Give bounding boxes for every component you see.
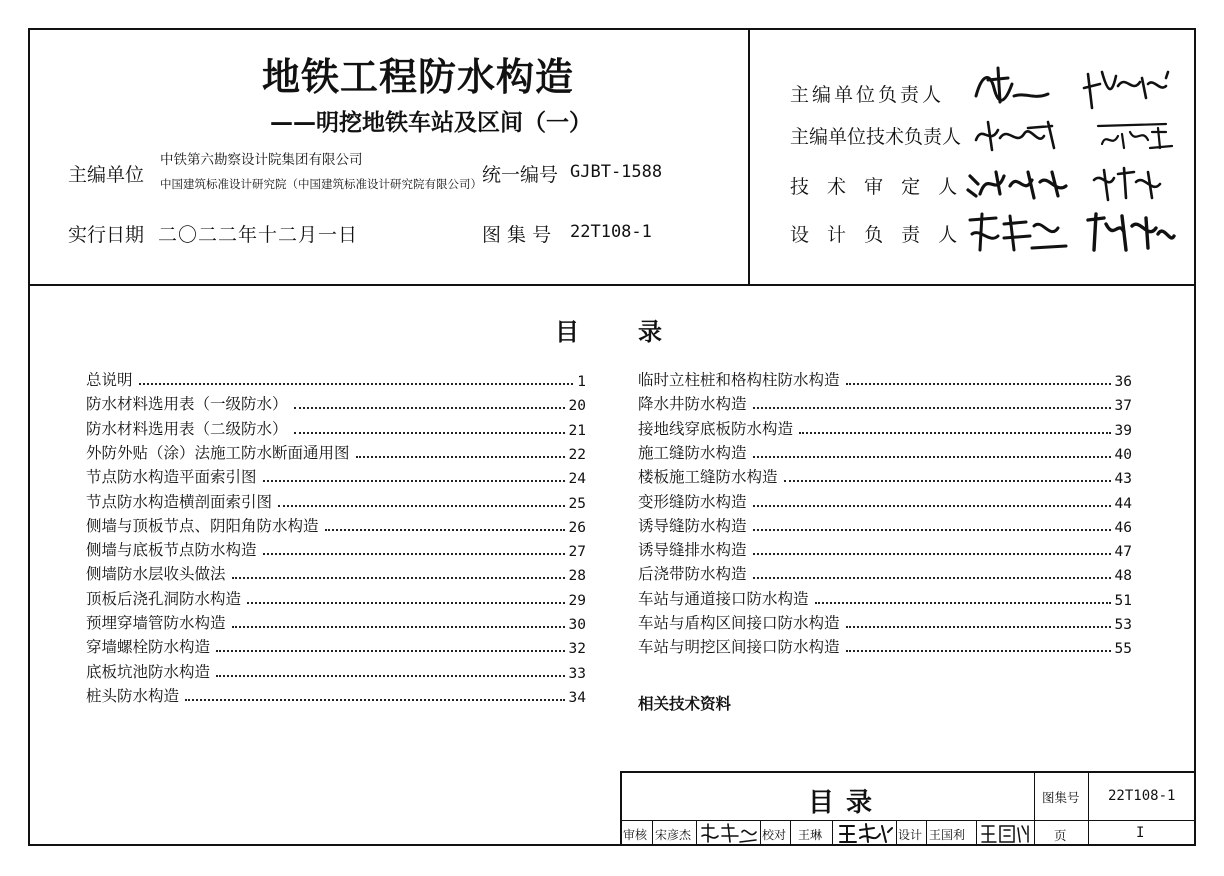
toc-leader-dots <box>356 456 565 458</box>
toc-leader-dots <box>815 602 1111 604</box>
role-chief-unit: 主编单位负责人 <box>790 84 945 106</box>
toc-entry-page: 48 <box>1114 568 1132 585</box>
toc-leader-dots <box>216 650 565 652</box>
serial-label: 统一编号 <box>482 164 559 186</box>
toc-entry <box>86 560 586 584</box>
toc-leader-dots <box>784 480 1111 482</box>
sign-cell-line <box>760 820 761 846</box>
toc-entry-page: 37 <box>1114 398 1132 415</box>
toc-entry-page: 20 <box>568 398 586 415</box>
toc-entry-title: 楼板施工缝防水构造 <box>638 468 778 487</box>
checker-label: 校对 <box>762 828 787 842</box>
sign-cell-line <box>926 820 927 846</box>
toc-leader-dots <box>753 553 1111 555</box>
toc-entry-title: 后浇带防水构造 <box>638 565 747 584</box>
toc-entry-title: 总说明 <box>86 371 133 389</box>
role-design-lead: 设 计 负 责 人 <box>790 224 964 246</box>
toc-entry-title: 临时立柱桩和格构柱防水构造 <box>638 371 840 389</box>
toc-leader-dots <box>278 505 565 507</box>
toc-entry-page: 36 <box>1114 374 1132 390</box>
role-tech-approver: 技 术 审 定 人 <box>790 176 964 198</box>
toc-entry <box>86 585 586 609</box>
toc-entry-title: 节点防水构造横剖面索引图 <box>86 492 273 511</box>
toc-entry-title: 诱导缝防水构造 <box>638 516 747 535</box>
toc-entry-page: 55 <box>1114 641 1132 658</box>
toc-leader-dots <box>294 407 565 409</box>
toc-entry-title: 侧墙防水层收头做法 <box>86 565 226 584</box>
toc-entry <box>86 463 586 487</box>
signature-2a <box>972 116 1062 156</box>
toc-entry <box>86 390 586 414</box>
toc-leader-dots <box>799 432 1111 434</box>
toc-entry-page: 43 <box>1114 471 1132 488</box>
toc-entry-page: 32 <box>568 641 586 658</box>
toc-entry <box>638 536 1132 560</box>
toc-entry-page: 25 <box>568 495 586 512</box>
toc-entry <box>86 658 586 682</box>
toc-entry <box>638 585 1132 609</box>
toc-leader-dots <box>247 602 565 604</box>
toc-entry <box>86 488 586 512</box>
sign-cell-line <box>832 820 833 846</box>
toc-entry-title: 车站与盾构区间接口防水构造 <box>638 614 840 632</box>
toc-entry-title: 车站与通道接口防水构造 <box>638 589 809 608</box>
editor-org-1: 中铁第六勘察设计院集团有限公司 <box>160 152 363 168</box>
toc-entry-title: 底板坑池防水构造 <box>86 662 211 681</box>
signature-4a <box>966 210 1070 254</box>
toc-entry-title: 施工缝防水构造 <box>638 443 747 462</box>
serial-value: GJBT-1588 <box>570 162 663 182</box>
toc-entry-title: 穿墙螺栓防水构造 <box>86 638 211 657</box>
toc-entry-page: 44 <box>1114 495 1132 512</box>
toc-entry-title: 桩头防水构造 <box>86 686 180 705</box>
toc-entry-page: 53 <box>1114 617 1132 633</box>
toc-leader-dots <box>753 505 1111 507</box>
toc-leader-dots <box>263 553 565 555</box>
toc-entry-page: 30 <box>568 617 586 633</box>
toc-leader-dots <box>232 626 565 628</box>
checker-name: 王琳 <box>798 828 823 842</box>
toc-leader-dots <box>216 675 565 677</box>
toc-entry-page: 29 <box>568 592 586 609</box>
sign-cell-line <box>896 820 897 846</box>
date-value: 二〇二二年十二月一日 <box>158 224 359 246</box>
toc-entry <box>638 390 1132 414</box>
toc-entry-page: 46 <box>1114 519 1132 536</box>
role-chief-tech: 主编单位技术负责人 <box>790 126 962 148</box>
toc-entry-title: 节点防水构造平面索引图 <box>86 468 257 487</box>
toc-leader-dots <box>753 456 1111 458</box>
toc-entry-title: 侧墙与顶板节点、阴阳角防水构造 <box>86 516 319 535</box>
tb-atlas-value: 22T108-1 <box>1108 788 1176 804</box>
toc-entry-title: 车站与明挖区间接口防水构造 <box>638 638 840 657</box>
toc-heading-right: 录 <box>638 318 662 346</box>
designer-signature <box>980 822 1032 844</box>
reviewer-name: 宋彦杰 <box>655 828 692 842</box>
toc-entry <box>638 560 1132 584</box>
toc-entry-title: 防水材料选用表（二级防水） <box>86 419 288 438</box>
toc-entry-page: 24 <box>568 471 586 488</box>
toc-entry <box>86 439 586 463</box>
header-divider <box>28 284 1196 286</box>
title-block-vline <box>1034 771 1035 846</box>
toc-leader-dots <box>294 432 565 434</box>
header-vertical-divider <box>748 28 750 284</box>
toc-entry-page: 33 <box>568 665 586 682</box>
toc-entry-title: 外防外贴（涂）法施工防水断面通用图 <box>86 443 350 462</box>
toc-leader-dots <box>753 577 1111 579</box>
signature-2b <box>1096 118 1176 154</box>
toc-entry <box>638 609 1132 633</box>
atlas-subtitle: ——明挖地铁车站及区间（一） <box>270 110 592 136</box>
toc-leader-dots <box>185 699 565 701</box>
toc-entry-page: 26 <box>568 519 586 536</box>
toc-entry <box>86 366 586 390</box>
title-block-divider <box>620 820 1196 821</box>
toc-leader-dots <box>325 529 565 531</box>
toc-entry-page: 21 <box>568 422 586 439</box>
reviewer-label: 审核 <box>623 828 648 842</box>
toc-entry-title: 降水井防水构造 <box>638 395 747 414</box>
tb-atlas-label: 图集号 <box>1042 790 1080 805</box>
toc-entry-page: 28 <box>568 568 586 585</box>
toc-entry <box>86 415 586 439</box>
toc-leader-dots <box>753 407 1111 409</box>
toc-entry-page: 51 <box>1114 592 1132 609</box>
toc-entry-page: 27 <box>568 544 586 561</box>
signature-1b <box>1082 64 1172 112</box>
toc-entry-page: 47 <box>1114 544 1132 561</box>
toc-entry-title: 变形缝防水构造 <box>638 492 747 511</box>
toc-entry-title: 接地线穿底板防水构造 <box>638 419 794 438</box>
toc-entry-title: 侧墙与底板节点防水构造 <box>86 541 257 560</box>
toc-entry-page: 1 <box>577 374 586 390</box>
toc-entry-title: 预埋穿墙管防水构造 <box>86 614 226 632</box>
toc-entry <box>638 633 1132 657</box>
date-label: 实行日期 <box>68 224 145 246</box>
toc-entry-title: 顶板后浇孔洞防水构造 <box>86 589 242 608</box>
tb-page-value: I <box>1136 825 1145 841</box>
toc-entry-page: 34 <box>568 689 586 706</box>
signature-1a <box>968 66 1058 110</box>
toc-leader-dots <box>846 650 1111 652</box>
toc-entry-title: 诱导缝排水构造 <box>638 541 747 560</box>
sheet-title: 目录 <box>808 788 885 818</box>
title-block-vline <box>1088 771 1089 846</box>
signature-3b <box>1090 164 1170 204</box>
toc-entry <box>638 439 1132 463</box>
toc-entry <box>86 682 586 706</box>
designer-label: 设计 <box>898 828 923 842</box>
related-docs: 相关技术资料 <box>638 695 732 713</box>
toc-entry <box>638 463 1132 487</box>
sign-cell-line <box>976 820 977 846</box>
toc-entry-page: 40 <box>1114 446 1132 463</box>
editor-org-2: 中国建筑标准设计研究院（中国建筑标准设计研究院有限公司） <box>160 177 482 191</box>
sign-cell-line <box>696 820 697 846</box>
atlas-title: 地铁工程防水构造 <box>262 55 575 99</box>
toc-leader-dots <box>846 383 1111 385</box>
signature-4b <box>1084 210 1176 254</box>
toc-entry <box>638 512 1132 536</box>
atlas-number-value: 22T108-1 <box>570 222 652 242</box>
toc-entry <box>86 609 586 633</box>
toc-entry <box>638 366 1132 390</box>
editor-label: 主编单位 <box>68 164 145 186</box>
designer-name: 王国利 <box>929 828 966 842</box>
sign-cell-line <box>790 820 791 846</box>
tb-page-label: 页 <box>1054 828 1067 843</box>
toc-entry <box>86 536 586 560</box>
checker-signature <box>838 822 894 844</box>
toc-leader-dots <box>846 626 1111 628</box>
toc-leader-dots <box>139 383 574 385</box>
toc-entry <box>86 633 586 657</box>
toc-leader-dots <box>232 577 565 579</box>
toc-leader-dots <box>753 529 1111 531</box>
toc-entry <box>638 415 1132 439</box>
toc-heading-left: 目 <box>555 318 579 346</box>
toc-leader-dots <box>263 480 565 482</box>
atlas-number-label: 图 集 号 <box>482 224 552 246</box>
toc-entry <box>86 512 586 536</box>
toc-entry <box>638 488 1132 512</box>
sign-cell-line <box>652 820 653 846</box>
signature-3a <box>966 164 1070 204</box>
reviewer-signature <box>700 822 758 844</box>
toc-entry-page: 22 <box>568 446 586 463</box>
toc-entry-title: 防水材料选用表（一级防水） <box>86 395 288 414</box>
toc-entry-page: 39 <box>1114 422 1132 439</box>
